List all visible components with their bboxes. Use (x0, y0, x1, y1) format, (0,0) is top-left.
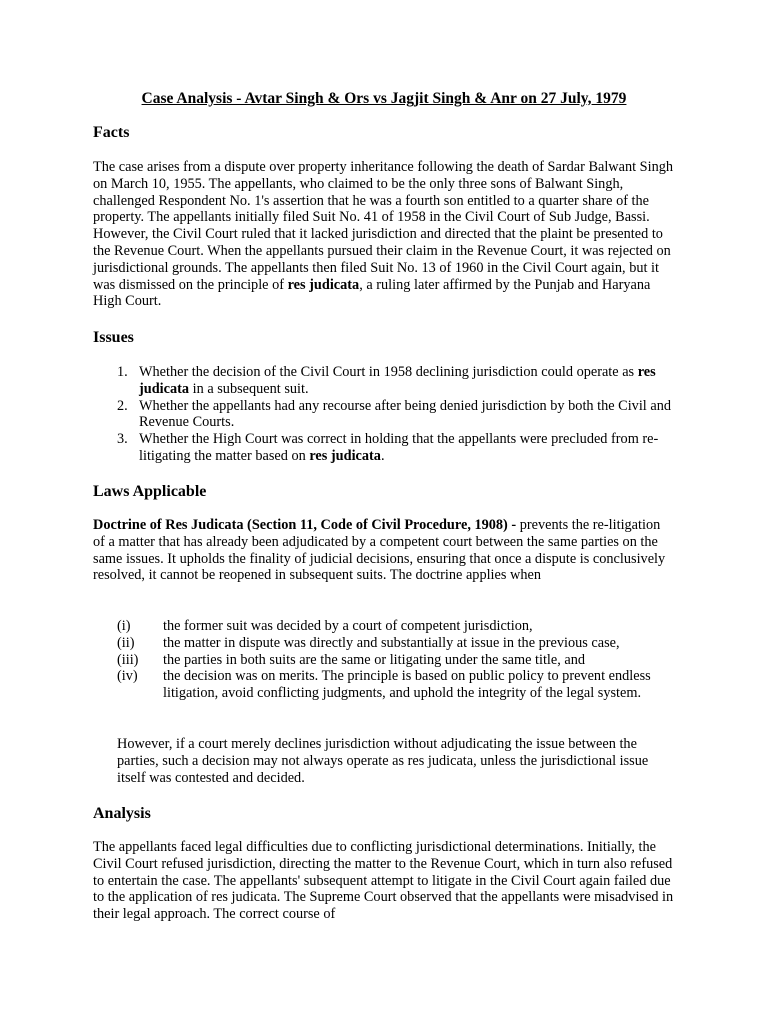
conditions-list (93, 618, 675, 702)
condition-item (93, 668, 675, 702)
issue-bold-term: res judicata (309, 447, 381, 464)
facts-heading: Facts (93, 124, 130, 141)
condition-text: the parties in both suits are the same or litigating under the same title, and (163, 651, 586, 668)
issue-text: Whether the appellants had any recourse after being denied jurisdiction by both the Civil and Revenue Courts. (139, 397, 671, 431)
issue-text: Whether the decision of the Civil Court in 1958 declining jurisdiction could operate as (139, 364, 638, 380)
condition-item (93, 618, 675, 635)
analysis-paragraph: The appellants faced legal difficulties due to conflicting jurisdictional determinations. Initially, the Civil Court refused jurisdiction, directing the matter to the Revenue Court, which in turn also refused to entertain the case. The appellants' subsequent attempt to litigate in the Civil Court again failed due to the application of res judicata. The Supreme Court observed that the appellants were misadvised in their legal approach. The correct course of (93, 839, 674, 923)
issue-number: 3. (117, 431, 128, 448)
analysis-heading: Analysis (93, 805, 151, 822)
facts-paragraph (93, 159, 675, 310)
condition-number: (i) (117, 618, 131, 634)
however-paragraph: However, if a court merely declines jurisdiction without adjudicating the issue between the parties, such a decision may not always operate as res judicata, unless the jurisdictional issue itself was contested and decided. (117, 736, 649, 786)
facts-bold-term: res judicata (287, 276, 360, 293)
condition-text: the former suit was decided by a court of competent jurisdiction, (163, 618, 533, 634)
condition-number: (iv) (117, 668, 138, 685)
condition-item (93, 652, 675, 669)
issues-list (93, 364, 675, 465)
condition-text: the decision was on merits. The principle is based on public policy to prevent endless litigation, avoid conflicting judgments, and uphold the integrity of the legal system. (163, 668, 651, 702)
condition-number: (iii) (117, 651, 139, 668)
facts-text-end: , a ruling later affirmed by the Punjab and Haryana High Court. (93, 276, 651, 310)
issue-item (93, 431, 675, 465)
document-title: Case Analysis - Avtar Singh & Ors vs Jagjit Singh & Anr on 27 July, 1979 (141, 90, 627, 107)
issue-text-end: . (380, 447, 385, 464)
condition-number: (ii) (117, 634, 135, 651)
issue-number: 2. (117, 397, 128, 414)
doctrine-paragraph (93, 517, 675, 584)
laws-heading: Laws Applicable (93, 483, 207, 500)
condition-item (93, 635, 675, 652)
facts-text: The case arises from a dispute over property inheritance following the death of Sardar Balwant Singh on March 10, 1955. The appellants, who claimed to be the only three sons of Balwant Singh, challenged Respondent No. 1's assertion that he was a fourth son entitled to a quarter share of the property. The appellants initially filed Suit No. 41 of 1958 in the Civil Court of Sub Judge, Bassi. However, the Civil Court ruled that it lacked jurisdiction and directed that the plaint be presented to the Revenue Court. When the appellants pursued their claim in the Revenue Court, it was rejected on jurisdictional grounds. The appellants then filed Suit No. 13 of 1960 in the Civil Court again, but it was dismissed on the principle of (93, 159, 674, 293)
issue-text: Whether the High Court was correct in holding that the appellants were precluded from re-litigating the matter based on (139, 431, 659, 464)
doctrine-title: Doctrine of Res Judicata (Section 11, Code of Civil Procedure, 1908) - (93, 517, 517, 533)
issue-bold-term: res judicata (139, 364, 656, 397)
condition-text: the matter in dispute was directly and substantially at issue in the previous case, (163, 634, 620, 651)
issue-text-end: in a subsequent suit. (189, 380, 309, 397)
issue-item (93, 364, 675, 398)
issue-number: 1. (117, 364, 128, 380)
doctrine-text: prevents the re-litigation of a matter that has already been adjudicated by a competent court between the same parties on the same issues. It upholds the finality of judicial decisions, ensuring that once a dispute is conclusively resolved, it cannot be reopened in subsequent suits. The doctrine applies when (93, 517, 666, 584)
issue-item (93, 398, 675, 432)
issues-heading: Issues (93, 329, 134, 346)
